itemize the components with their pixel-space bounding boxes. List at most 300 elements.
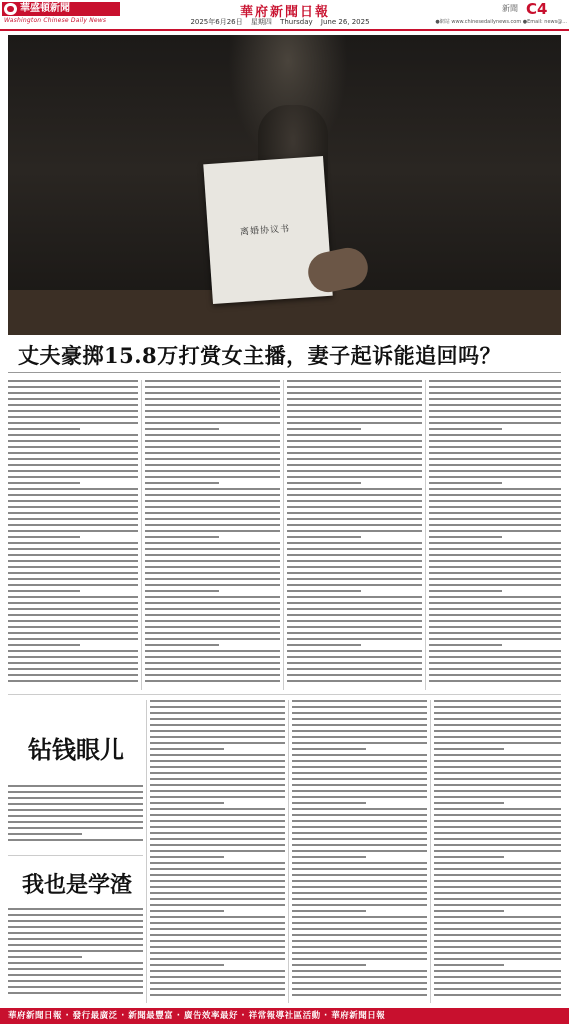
text-line: [292, 970, 427, 972]
text-line: [150, 970, 285, 972]
text-line: [145, 602, 280, 604]
text-line: [292, 706, 427, 708]
text-line: [429, 476, 561, 478]
text-line: [429, 572, 561, 574]
text-line: [287, 392, 422, 394]
text-line: [434, 856, 504, 858]
text-line: [429, 482, 502, 484]
main-article-col-2: [145, 380, 280, 690]
text-line: [8, 404, 138, 406]
text-line: [145, 536, 219, 538]
text-line: [429, 518, 561, 520]
text-line: [145, 656, 280, 658]
text-line: [145, 530, 280, 532]
date-line: [150, 17, 410, 27]
text-line: [434, 802, 504, 804]
text-line: [145, 614, 280, 616]
text-line: [292, 832, 427, 834]
masthead-title: 華府新聞日報: [239, 5, 330, 20]
text-line: [150, 718, 285, 720]
text-line: [434, 886, 561, 888]
text-line: [8, 440, 138, 442]
text-line: [150, 982, 285, 984]
text-lines: [145, 380, 280, 682]
text-line: [434, 898, 561, 900]
text-line: [145, 608, 280, 610]
page-number: C4: [526, 0, 548, 18]
text-line: [8, 827, 143, 829]
text-line: [287, 512, 422, 514]
text-line: [8, 821, 143, 823]
text-line: [429, 566, 561, 568]
text-line: [8, 974, 143, 976]
text-line: [292, 898, 427, 900]
text-line: [429, 506, 561, 508]
text-line: [150, 700, 285, 702]
text-line: [8, 986, 143, 988]
text-line: [150, 766, 285, 768]
text-line: [434, 934, 561, 936]
text-line: [145, 680, 280, 682]
text-line: [292, 754, 427, 756]
text-line: [434, 910, 504, 912]
text-line: [287, 494, 422, 496]
text-line: [150, 976, 285, 978]
text-line: [429, 536, 502, 538]
text-line: [145, 476, 280, 478]
text-line: [8, 920, 143, 922]
text-line: [434, 850, 561, 852]
text-line: [287, 416, 422, 418]
text-line: [150, 910, 224, 912]
text-line: [145, 578, 280, 580]
text-line: [150, 862, 285, 864]
contact-line[interactable]: ●網站 www.chinesedailynews.com ●Email: news@...: [435, 19, 567, 25]
text-line: [429, 410, 561, 412]
text-line: [8, 797, 143, 799]
text-line: [292, 880, 427, 882]
text-line: [429, 464, 561, 466]
text-line: [150, 844, 285, 846]
text-line: [287, 482, 361, 484]
text-line: [429, 524, 561, 526]
text-line: [292, 736, 427, 738]
text-line: [145, 518, 280, 520]
main-article-col-1: [8, 380, 138, 690]
text-line: [8, 644, 80, 646]
text-line: [8, 962, 143, 964]
text-line: [8, 554, 138, 556]
text-line: [434, 706, 561, 708]
text-line: [150, 820, 285, 822]
text-line: [429, 530, 561, 532]
text-line: [434, 778, 561, 780]
text-line: [287, 620, 422, 622]
text-line: [145, 392, 280, 394]
text-line: [287, 404, 422, 406]
text-line: [8, 530, 138, 532]
text-line: [287, 476, 422, 478]
text-line: [429, 470, 561, 472]
newspaper-logo[interactable]: [2, 2, 120, 16]
text-line: [429, 428, 502, 430]
text-line: [434, 952, 561, 954]
text-line: [434, 700, 561, 702]
text-line: [429, 674, 561, 676]
text-line: [429, 548, 561, 550]
text-line: [8, 578, 138, 580]
text-line: [434, 916, 561, 918]
text-line: [429, 434, 561, 436]
text-line: [8, 506, 138, 508]
text-line: [8, 494, 138, 496]
text-line: [429, 620, 561, 622]
text-line: [434, 736, 561, 738]
text-line: [8, 566, 138, 568]
text-line: [287, 608, 422, 610]
text-line: [150, 874, 285, 876]
text-line: [8, 968, 143, 970]
text-line: [8, 908, 143, 910]
text-line: [8, 791, 143, 793]
text-line: [429, 614, 561, 616]
text-line: [287, 398, 422, 400]
text-line: [429, 500, 561, 502]
section-name: 新聞: [502, 4, 518, 13]
text-line: [429, 578, 561, 580]
text-line: [292, 988, 427, 990]
text-lines: [8, 908, 143, 994]
main-article-col-3: [287, 380, 422, 690]
text-line: [292, 808, 427, 810]
text-line: [287, 530, 422, 532]
text-line: [8, 512, 138, 514]
text-line: [145, 398, 280, 400]
text-line: [145, 434, 280, 436]
weekday-cn: 星期四: [250, 18, 272, 26]
masthead: [0, 0, 569, 30]
text-line: [8, 839, 143, 841]
text-line: [8, 926, 143, 928]
text-line: [8, 500, 138, 502]
text-line: [292, 748, 366, 750]
text-line: [150, 988, 285, 990]
article-headline: 丈夫豪掷15.8万打赏女主播，妻子起诉能追回吗？: [18, 343, 502, 368]
text-line: [150, 838, 285, 840]
text-line: [292, 976, 427, 978]
text-line: [150, 880, 285, 882]
text-line: [292, 844, 427, 846]
text-line: [145, 446, 280, 448]
text-line: [150, 790, 285, 792]
text-line: [434, 724, 561, 726]
text-line: [150, 802, 224, 804]
text-line: [429, 554, 561, 556]
date-en: June 26, 2025: [320, 18, 370, 26]
text-line: [150, 898, 285, 900]
text-line: [434, 862, 561, 864]
text-line: [292, 946, 427, 948]
text-line: [292, 892, 427, 894]
text-line: [287, 632, 422, 634]
text-line: [8, 428, 80, 430]
text-line: [429, 638, 561, 640]
text-line: [8, 524, 138, 526]
text-line: [150, 808, 285, 810]
text-line: [150, 958, 285, 960]
text-line: [434, 922, 561, 924]
text-line: [150, 748, 224, 750]
text-lines: [292, 700, 427, 996]
text-line: [145, 440, 280, 442]
text-line: [8, 950, 143, 952]
text-line: [434, 940, 561, 942]
text-line: [292, 826, 427, 828]
text-line: [292, 964, 366, 966]
text-line: [434, 928, 561, 930]
text-line: [287, 596, 422, 598]
text-line: [145, 512, 280, 514]
text-line: [287, 440, 422, 442]
text-line: [292, 772, 427, 774]
text-line: [8, 668, 138, 670]
text-line: [145, 410, 280, 412]
text-line: [8, 956, 82, 958]
text-line: [145, 560, 280, 562]
text-line: [145, 458, 280, 460]
text-line: [8, 602, 138, 604]
text-line: [287, 458, 422, 460]
text-line: [150, 736, 285, 738]
text-line: [434, 772, 561, 774]
text-line: [292, 724, 427, 726]
text-line: [287, 566, 422, 568]
text-line: [150, 772, 285, 774]
text-line: [434, 874, 561, 876]
text-line: [8, 536, 80, 538]
text-line: [8, 809, 143, 811]
text-line: [287, 434, 422, 436]
text-line: [429, 560, 561, 562]
text-line: [292, 928, 427, 930]
masthead-rule: [0, 29, 569, 31]
text-line: [292, 958, 427, 960]
story-2-col-4: [434, 700, 561, 1003]
story-2-col-2: [150, 700, 285, 1003]
text-line: [145, 500, 280, 502]
text-line: [145, 404, 280, 406]
text-line: [8, 785, 143, 787]
text-line: [429, 590, 502, 592]
text-line: [429, 458, 561, 460]
text-line: [150, 832, 285, 834]
text-line: [292, 874, 427, 876]
text-line: [8, 632, 138, 634]
text-line: [8, 458, 138, 460]
text-line: [8, 656, 138, 658]
text-line: [292, 934, 427, 936]
text-line: [8, 626, 138, 628]
text-line: [287, 470, 422, 472]
text-line: [434, 976, 561, 978]
text-line: [8, 446, 138, 448]
text-line: [434, 784, 561, 786]
story-3-title: 我也是学渣: [22, 872, 133, 898]
text-line: [292, 766, 427, 768]
text-line: [145, 482, 219, 484]
footer-banner: 華府新聞日報 · 發行最廣泛 · 新聞最豐富 · 廣告效率最好 · 祥常報導社區活動 · 華府新聞日報: [0, 1008, 569, 1024]
text-line: [8, 572, 138, 574]
text-line: [429, 398, 561, 400]
text-line: [429, 488, 561, 490]
text-line: [145, 524, 280, 526]
text-line: [429, 662, 561, 664]
text-line: [150, 784, 285, 786]
text-line: [150, 742, 285, 744]
text-line: [429, 446, 561, 448]
text-line: [429, 626, 561, 628]
text-line: [292, 838, 427, 840]
text-line: [8, 542, 138, 544]
text-line: [145, 590, 219, 592]
text-line: [150, 778, 285, 780]
text-line: [8, 590, 80, 592]
photo-document-title: 离婚协议书: [239, 224, 291, 238]
text-line: [150, 922, 285, 924]
text-line: [8, 518, 138, 520]
text-line: [287, 452, 422, 454]
text-line: [8, 476, 138, 478]
text-line: [8, 548, 138, 550]
text-line: [434, 754, 561, 756]
text-line: [434, 904, 561, 906]
text-line: [150, 928, 285, 930]
text-line: [150, 916, 285, 918]
text-line: [429, 392, 561, 394]
text-line: [292, 910, 366, 912]
text-line: [434, 988, 561, 990]
text-line: [287, 644, 361, 646]
text-line: [145, 488, 280, 490]
text-line: [434, 796, 561, 798]
text-line: [287, 602, 422, 604]
text-line: [8, 560, 138, 562]
text-line: [287, 554, 422, 556]
text-line: [434, 826, 561, 828]
text-line: [292, 778, 427, 780]
text-line: [429, 584, 561, 586]
text-line: [150, 712, 285, 714]
text-line: [150, 868, 285, 870]
text-line: [8, 464, 138, 466]
text-line: [292, 916, 427, 918]
text-line: [287, 656, 422, 658]
logo-subtitle: Washington Chinese Daily News: [4, 17, 107, 24]
text-line: [8, 674, 138, 676]
text-line: [434, 718, 561, 720]
text-line: [434, 748, 504, 750]
text-line: [8, 833, 82, 835]
text-lines: [287, 380, 422, 682]
text-line: [8, 980, 143, 982]
story-2-title: 钻钱眼儿: [28, 735, 124, 764]
text-line: [429, 494, 561, 496]
text-line: [150, 796, 285, 798]
text-line: [292, 940, 427, 942]
text-line: [145, 452, 280, 454]
text-line: [145, 548, 280, 550]
text-line: [150, 706, 285, 708]
text-line: [429, 512, 561, 514]
text-line: [287, 578, 422, 580]
text-line: [287, 500, 422, 502]
text-line: [145, 554, 280, 556]
text-line: [8, 944, 143, 946]
column-divider: [430, 700, 431, 1003]
text-line: [8, 932, 143, 934]
text-line: [145, 638, 280, 640]
text-line: [429, 602, 561, 604]
text-line: [150, 964, 224, 966]
text-line: [292, 850, 427, 852]
text-line: [8, 422, 138, 424]
text-line: [8, 650, 138, 652]
text-line: [434, 766, 561, 768]
text-line: [8, 638, 138, 640]
text-line: [8, 482, 80, 484]
text-line: [145, 464, 280, 466]
text-lines: [8, 785, 143, 841]
text-line: [434, 946, 561, 948]
text-line: [292, 862, 427, 864]
text-line: [287, 680, 422, 682]
text-line: [287, 650, 422, 652]
section-divider: [8, 694, 561, 695]
text-line: [8, 434, 138, 436]
text-line: [150, 760, 285, 762]
text-line: [287, 428, 361, 430]
text-line: [292, 904, 427, 906]
text-line: [145, 470, 280, 472]
text-line: [150, 754, 285, 756]
date-cn: 2025年6月26日: [190, 18, 243, 26]
text-line: [429, 440, 561, 442]
story-2-col-3: [292, 700, 427, 1003]
text-line: [150, 856, 224, 858]
text-line: [287, 380, 422, 382]
text-line: [8, 398, 138, 400]
text-line: [434, 982, 561, 984]
text-line: [429, 416, 561, 418]
text-line: [8, 938, 143, 940]
story-divider: [8, 855, 143, 856]
text-line: [150, 946, 285, 948]
text-line: [287, 488, 422, 490]
text-line: [8, 662, 138, 664]
text-line: [429, 386, 561, 388]
text-line: [287, 524, 422, 526]
text-line: [434, 712, 561, 714]
text-line: [429, 632, 561, 634]
text-line: [145, 644, 219, 646]
text-line: [8, 914, 143, 916]
text-line: [8, 416, 138, 418]
text-line: [8, 380, 138, 382]
column-divider: [146, 700, 147, 1003]
text-line: [150, 892, 285, 894]
text-line: [8, 392, 138, 394]
text-line: [429, 404, 561, 406]
